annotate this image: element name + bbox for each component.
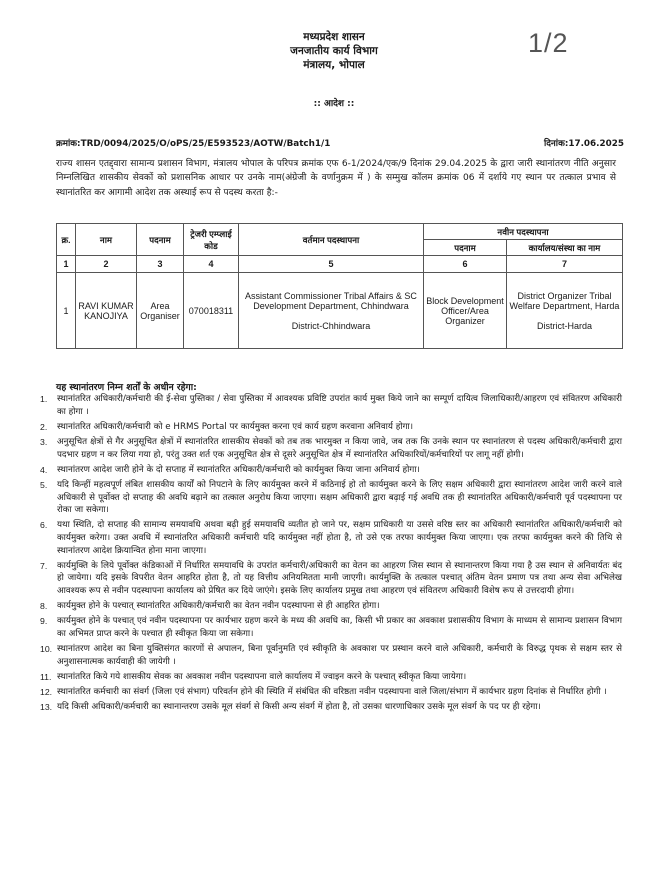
cell-current-posting	[239, 273, 424, 349]
conditions-title: यह स्थानांतरण निम्न शर्तों के अधीन रहेगा:	[56, 382, 197, 393]
condition-number: 1.	[40, 394, 48, 404]
condition-number: 8.	[40, 601, 48, 612]
condition-item	[40, 701, 622, 714]
table-row	[57, 273, 623, 349]
condition-number: 4.	[40, 464, 48, 475]
condition-item	[40, 643, 622, 668]
header-secretariat: मंत्रालय, भोपाल	[303, 59, 365, 71]
header-new-office: कार्यालय/संस्था का नाम	[507, 240, 623, 256]
condition-text: यदि किसी अधिकारी/कर्मचारी का स्थानान्तरण उसके मूल संवर्ग से किसी अन्य संवर्ग में होता है, तो उसका धारणाधिकार उसके मूल संवर्ग के पद पर ही रहेगा।	[57, 702, 541, 713]
condition-text: कार्यमुक्त होने के पश्चात्‌ स्थानांतरित अधिकारी/कर्मचारी का वेतन नवीन पदस्थापना से ही आहरित होगा।	[57, 601, 380, 612]
condition-item	[40, 421, 622, 434]
condition-number: 12.	[40, 687, 53, 697]
condition-text: स्थानांतरण आदेश जारी होने के दो सप्ताह में स्थानांतरित अधिकारी/कर्मचारी को कार्यमुक्त किया जाना अनिवार्य होगा।	[57, 464, 420, 475]
condition-item	[40, 560, 622, 598]
header-new-posting: नवीन पदस्थापना	[424, 224, 623, 240]
col-number: 1	[57, 256, 76, 273]
header-new-post: पदनाम	[424, 240, 507, 256]
header-treasury-code: ट्रेजरी एम्प्लाई कोड	[184, 224, 239, 256]
cell-post: Area Organiser	[137, 273, 184, 349]
header-post: पदनाम	[137, 224, 184, 256]
cell-name: RAVI KUMAR KANOJIYA	[76, 273, 137, 349]
condition-number: 2.	[40, 421, 48, 432]
header-name: नाम	[76, 224, 137, 256]
condition-number: 6.	[40, 520, 48, 531]
page-indicator: 1/2	[528, 28, 569, 58]
condition-number: 5.	[40, 479, 48, 490]
condition-text: स्थानांतरित अधिकारी/कर्मचारी को e HRMS Portal पर कार्यमुक्त करना एवं कार्य ग्रहण करवाना अनिवार्य होगा।	[57, 421, 414, 432]
condition-text: स्थानांतरित किये गये शासकीय सेवक का अवकाश नवीन पदस्थापना वाले कार्यालय में ज्वाइन करने के पश्चात्‌ स्वीकृत किया जायेगा।	[57, 671, 467, 682]
condition-number: 13.	[40, 702, 53, 713]
new-office: District Organizer Tribal Welfare Department, Harda	[509, 290, 620, 311]
condition-text: कार्यमुक्ति के लिये पूर्वोक्त कंडिकाओं में निर्धारित समयावधि के उपरांत कर्मचारी/अधिकारी का वेतन का आहरण जिस स्थान से स्थानान्तरण किया गया है उस स्थान से अनिवार्यतः बंद हो जायेगा। यदि इसके विपरीत वेतन आहरित होता है, तो यह वित्तीय अनियमितता मानी जाएगी। कार्यमुक्ति के तत्काल पश्चात्‌ अंतिम वेतन प्रमाण पत्र तथा अन्य सेवा अभिलेख आवश्यक रूप से नवीन पदस्थापना कार्यालय को प्रेषित कर दिये जाएंगे। इसके लिए कार्यालय प्रमुख तथा आहरण एवं संवितरण अधिकारी विशेष रूप से उत्तरदायी होगा।	[57, 560, 622, 596]
col-number: 6	[424, 256, 507, 273]
header-govt: मध्यप्रदेश शासन	[303, 31, 365, 43]
condition-text: स्थानांतरण आदेश का बिना युक्तिसंगत कारणों से अपालन, बिना पूर्वानुमति एवं स्वीकृति के अवकाश पर प्रस्थान करने वाले अधिकारी, कर्मचारी के विरुद्ध पृथक से सक्षम स्तर से अनुशासनात्मक कार्यवाही की जायेगी ।	[57, 644, 622, 667]
conditions-list	[40, 393, 622, 716]
column-number-row	[57, 256, 623, 273]
condition-item	[40, 519, 622, 557]
condition-text: अनुसूचित क्षेत्रों से गैर अनुसूचित क्षेत्रों में स्थानांतरित शासकीय सेवकों को तब तक भारमुक्त न किया जावे, जब तक कि उनके स्थान पर स्थानांतरण से पदस्थ अधिकारी/कर्मचारी द्वारा पदभार ग्रहण न कर लिया गया हो, परंतु उक्त शर्त एक अनुसूचित क्षेत्र से दूसरे अनुसूचित क्षेत्र में स्थानांतरित अधिकारियों/कर्मचारियों पर लागू नहीं होगी।	[57, 436, 622, 460]
condition-item	[40, 686, 622, 699]
col-number: 5	[239, 256, 424, 273]
condition-item	[40, 479, 622, 517]
condition-text: यदि किन्हीं महत्वपूर्ण लंबित शासकीय कार्यों को निपटाने के लिए कार्यमुक्त करने में कठिनाई हो तो कार्यमुक्त करने के लिए सक्षम अधिकारी द्वारा स्थानांतरण आदेश जारी करने वाले अधिकारी से पूर्वोक्त दो सप्ताह की अवधि बढ़ाने का तत्काल अनुरोध किया जाएगा। सक्षम अधिकारी द्वारा बढ़ाई गई अवधि तक ही स्थानांतरित अधिकारी/कर्मचारी पूर्व पदस्थापना पर रोका जा सकेगा।	[57, 479, 622, 516]
condition-item	[40, 393, 622, 418]
condition-number: 7.	[40, 560, 48, 571]
order-date: दिनांक:17.06.2025	[543, 139, 624, 149]
header-sno: क्र.	[57, 224, 76, 256]
col-number: 4	[184, 256, 239, 273]
condition-number: 11.	[40, 671, 52, 682]
col-number: 7	[507, 256, 623, 273]
cell-sno: 1	[57, 273, 76, 349]
condition-text: कार्यमुक्त होने के पश्चात्‌ एवं नवीन पदस्थापना पर कार्यभार ग्रहण करने के मध्य की अवधि का, किसी भी प्रकार का अवकाश प्रशासकीय विभाग के माध्यम से सामान्य प्रशासन विभाग का अभिमत प्राप्त करने के पश्चात ही स्वीकृत किया जा सकेगा।	[57, 616, 622, 639]
transfer-table	[56, 223, 623, 349]
condition-item	[40, 671, 622, 684]
condition-item	[40, 464, 622, 477]
condition-number: 10.	[40, 644, 53, 655]
condition-number: 3.	[40, 436, 48, 447]
condition-item	[40, 615, 622, 640]
order-title: :: आदेश ::	[313, 99, 355, 109]
condition-text: स्थानांतरित अधिकारी/कर्मचारी की ई-सेवा पुस्तिका / सेवा पुस्तिका में आवश्यक प्रविष्टि उपरांत कार्य मुक्त किये जाने का सम्पूर्ण दायित्व जिलाधिकारी/आहरण एवं संवितरण अधिकारी का होगा ।	[57, 394, 622, 417]
condition-item	[40, 600, 622, 613]
header-current-posting: वर्तमान पदस्थापना	[239, 224, 424, 256]
col-number: 3	[137, 256, 184, 273]
col-number: 2	[76, 256, 137, 273]
intro-paragraph: राज्य शासन एतद्द्वारा सामान्य प्रशासन विभाग, मंत्रालय भोपाल के परिपत्र क्रमांक एफ 6-1/2024/एक/9 दिनांक 29.04.2025 के द्वारा जारी स्थानांतरण नीति अनुसार निम्नलिखित शासकीय सेवकों को प्रशासनिक आधार पर उनके नाम(अंग्रेजी के वर्णानुक्रम में ) के सम्मुख कॉलम क्रमांक 06 में दर्शाये गए स्थान पर तत्काल प्रभाव से स्थानांतरित कर आगामी आदेश तक अस्थाई रूप से पदस्थ करता है:-	[56, 159, 616, 198]
header-department: जनजातीय कार्य विभाग	[290, 45, 378, 57]
new-district: District-Harda	[536, 320, 592, 331]
current-office: Assistant Commissioner Tribal Affairs & SC Development Department, Chhindwara	[245, 290, 417, 311]
condition-item	[40, 436, 622, 461]
cell-code: 070018311	[184, 273, 239, 349]
condition-text: यथा स्थिति, दो सप्ताह की सामान्य समयावधि अथवा बढ़ी हुई समयावधि व्यतीत हो जाने पर, सक्षम प्राधिकारी या उससे वरिष्ठ स्तर का अधिकारी स्थानांतरित अधिकारी/कर्मचारी को कार्यमुक्त करेगा। उक्त अवधि में स्थानांतरित अधिकारी कर्मचारी यदि कार्यमुक्त नहीं होता है, तो उसे एक तरफा कार्यमुक्त किया जाएगा। एक तरफा कार्यमुक्त करने की तिथि से स्थानांतरण आदेश क्रियान्वित होना माना जाएगा।	[57, 520, 622, 556]
cell-new-post: Block Development Officer/Area Organizer	[424, 273, 507, 349]
order-reference: क्रमांक:TRD/0094/2025/O/oPS/25/E593523/AOTW/Batch1/1	[56, 139, 331, 149]
condition-text: स्थानांतरित कर्मचारी का संवर्ग (जिला एवं संभाग) परिवर्तन होने की स्थिति में संबंधित की वरिष्ठता नवीन पदस्थापना वाले जिला/संभाग में कार्यभार ग्रहण दिनांक से निर्धारित होगी ।	[57, 687, 607, 697]
cell-new-office	[507, 273, 623, 349]
condition-number: 9.	[40, 616, 48, 627]
current-district: District-Chhindwara	[291, 320, 371, 331]
